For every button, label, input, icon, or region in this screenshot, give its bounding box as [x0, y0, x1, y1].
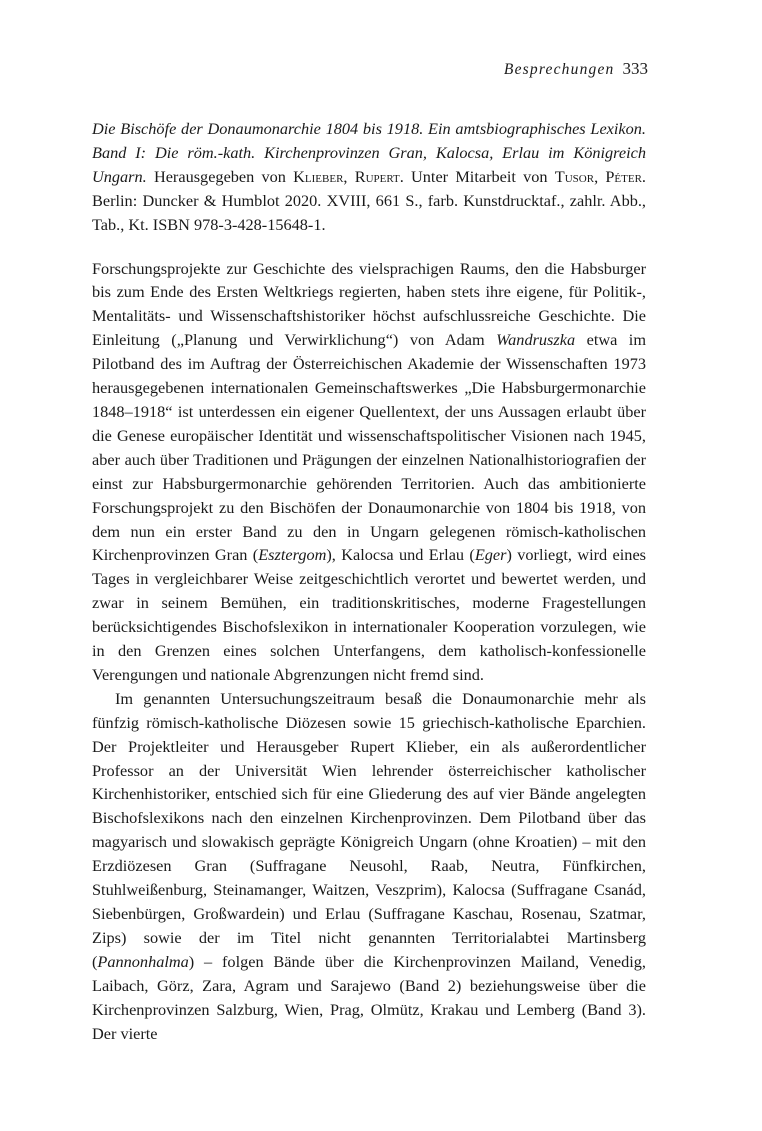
text-run: ) vorliegt, wird eines Tages in vergleichbarer Weise zeitgeschichtlich verortet und bewertet werden, und zwar in seinem Bemühen, ein traditionskritisches, moderne Fragestellungen berücksichtigendes Bischofslexikon in internationaler Kooperation vorzulegen, wie in den Grenzen eines solchen Unterfangens, dem katholisch-konfessionelle Verengungen und nationale Abgrenzungen nicht fremd sind. — [92, 545, 647, 684]
paragraph-1 — [92, 257, 646, 687]
text-run: ), Kalocsa und Erlau ( — [326, 545, 475, 565]
text-run: ) – folgen Bände über die Kirchenprovinzen Mailand, Venedig, Laibach, Görz, Zara, Agram und Sarajewo (Band 2) beziehungsweise über die Kirchenprovinzen Salzburg, Wien, Prag, Olmütz, Krakau und Lemberg (Band 3). Der vierte — [92, 951, 646, 1043]
running-title: Besprechungen — [503, 61, 615, 78]
publication-details: . Berlin: Duncker & Humblot 2020. XVIII, 661 S., farb. Kunstdrucktaf., zahlr. Abb., Tab., Kt. ISBN 978-3-428-15648-1. — [92, 166, 646, 234]
editor-prefix: Herausgegeben von — [153, 166, 286, 186]
italic-name: Wandruszka — [496, 330, 576, 350]
text-run: etwa im Pilotband des im Auftrag der Österreichischen Akademie der Wissenschaften 1973 herausgegebenen internationalen Gemeinschaftswerkes „Die Habsburgermonarchie 1848–1918“ ist unterdessen ein eigener Quellentext, der uns Aussagen erlaubt über die Genese europäischer Identität und wissenschaftspolitischer Visionen nach 1945, aber auch über Traditionen und Prägungen der einzelnen Nationalhistoriografien der einst zur Habsburgermonarchie gehörenden Territorien. Auch das ambitionierte Forschungsprojekt zu den Bischöfen der Donaumonarchie von 1804 bis 1918, von dem nun ein erster Band zu den in Ungarn gelegenen römisch-katholischen Kirchenprovinzen Gran ( — [92, 330, 646, 565]
italic-place: Pannonhalma — [97, 951, 189, 971]
bibliographic-entry — [92, 117, 646, 237]
italic-place: Eger — [474, 545, 507, 565]
text-run: Im genannten Untersuchungszeitraum besaß die Donaumonarchie mehr als fünfzig römisch-katholische Diözesen sowie 15 griechisch-katholische Eparchien. Der Projektleiter und Herausgeber Rupert Klieber, ein als außerordentlicher Professor an der Universität Wien lehrender österreichischer katholischer Kirchenhistoriker, entschied sich für eine Gliederung des auf vier Bände angelegten Bischofslexikons nach den einzelnen Kirchenprovinzen. Dem Pilotband über das magyarisch und slowakisch geprägte Königreich Ungarn (ohne Kroatien) – mit den Erzdiözesen Gran (Suffragane Neusohl, Raab, Neutra, Fünfkirchen, Stuhlweißenburg, Steinamanger, Waitzen, Veszprim), Kalocsa (Suffragane Csanád, Siebenbürgen, Großwardein) und Erlau (Suffragane Kaschau, Rosenau, Szatmar, Zips) sowie der im Titel nicht genannten Territorialabtei Martinsberg ( — [92, 688, 646, 971]
page-number: 333 — [622, 59, 648, 78]
collaborator-prefix: . Unter Mitarbeit von — [399, 166, 548, 186]
italic-place: Esztergom — [258, 545, 327, 565]
running-header — [504, 58, 648, 81]
paragraph-2 — [92, 687, 646, 1046]
collaborator-name: Tusor, Péter — [554, 166, 642, 186]
body-text — [92, 117, 646, 1045]
text-run: Forschungsprojekte zur Geschichte des vielsprachigen Raums, den die Habsburger bis zum Ende des Ersten Weltkriegs regierten, haben stets ihre eigene, für Politik-, Mentalitäts- und Wissenschaftshistoriker höchst aufschlussreiche Geschichte. Die Einleitung („Planung und Verwirklichung“) von Adam — [92, 258, 646, 350]
editor-name: Klieber, Rupert — [293, 166, 400, 186]
book-title: Die Bischöfe der Donaumonarchie 1804 bis 1918. Ein amtsbiographisches Lexikon. Band I: Die röm.-kath. Kirchenprovinzen Gran, Kalocsa, Erlau im Königreich Ungarn. — [92, 119, 646, 186]
